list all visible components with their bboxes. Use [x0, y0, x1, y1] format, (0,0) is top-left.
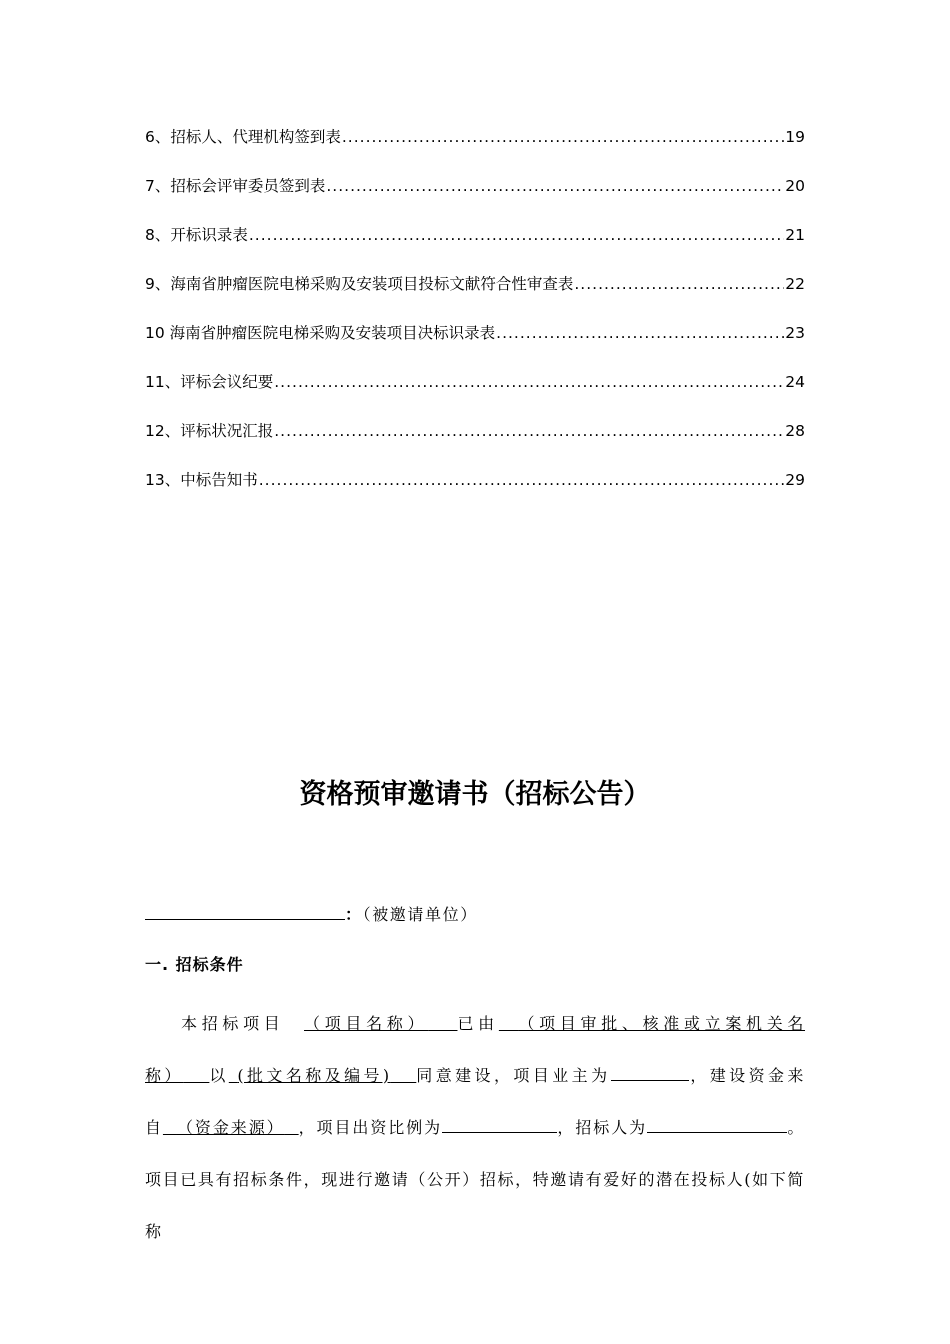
addressee-line [145, 902, 805, 925]
paragraph-text: 本招标项目 [181, 1014, 285, 1033]
toc-entry-page: 20 [785, 177, 805, 195]
toc-entry-page: 19 [785, 128, 805, 146]
toc-entry[interactable] [145, 125, 805, 174]
toc-leader-dots [274, 373, 784, 391]
toc-entry-title: 13、中标告知书 [145, 471, 258, 489]
addressee-blank [145, 905, 345, 920]
toc-entry-title: 9、海南省肿瘤医院电梯采购及安装项目投标文献符合性审查表 [145, 275, 574, 293]
toc-entry[interactable] [145, 321, 805, 370]
toc-entry[interactable] [145, 468, 805, 517]
toc-entry-title: 10 海南省肿瘤医院电梯采购及安装项目决标识录表 [145, 324, 496, 342]
toc-leader-dots [496, 324, 784, 342]
toc-entry[interactable] [145, 370, 805, 419]
toc-entry-title: 8、开标识录表 [145, 226, 248, 244]
addressee-colon: ： [345, 905, 363, 924]
fill-in-funding-source: （资金来源） [176, 1118, 285, 1137]
toc-leader-dots [574, 275, 784, 293]
toc-entry-title: 6、招标人、代理机构签到表 [145, 128, 341, 146]
toc-entry-page: 28 [785, 422, 805, 440]
toc-entry[interactable] [145, 223, 805, 272]
toc-leader-dots [249, 226, 784, 244]
toc-leader-dots [342, 128, 784, 146]
fill-in-blank [647, 1118, 787, 1133]
toc-entry-title: 11、评标会议纪要 [145, 373, 274, 391]
addressee-note: （被邀请单位） [362, 905, 478, 924]
toc-entry-page: 22 [785, 275, 805, 293]
toc-entry-page: 21 [785, 226, 805, 244]
toc-entry-page: 29 [785, 471, 805, 489]
fill-in-blank [442, 1118, 557, 1133]
paragraph-text: ，项目出资比例为 [298, 1118, 443, 1137]
toc-leader-dots [259, 471, 785, 489]
document-heading: 资格预审邀请书（招标公告） [299, 779, 651, 810]
paragraph-text: ，建设资金来自 [145, 1066, 806, 1137]
body-paragraph [145, 998, 805, 1258]
fill-in-approval-document: (批文名称及编号) [237, 1066, 391, 1085]
toc-leader-dots [326, 177, 784, 195]
toc-entry[interactable] [145, 174, 805, 223]
paragraph-text: ，招标人为 [557, 1118, 648, 1137]
toc-entry-page: 24 [785, 373, 805, 391]
fill-in-blank [611, 1066, 689, 1081]
table-of-contents [145, 125, 805, 517]
toc-entry-title: 12、评标状况汇报 [145, 422, 274, 440]
paragraph-text: 同意建设，项目业主为 [416, 1066, 611, 1085]
paragraph-text: 以 [209, 1066, 229, 1085]
paragraph-text: 已由 [457, 1014, 499, 1033]
toc-entry-page: 23 [785, 324, 805, 342]
toc-leader-dots [274, 422, 784, 440]
fill-in-project-name: （项目名称） [304, 1014, 429, 1033]
toc-entry[interactable] [145, 272, 805, 321]
paragraph-text: 。项目已具有招标条件，现进行邀请（公开）招标，特邀请有爱好的潜在投标人(如下简称 [145, 1118, 805, 1241]
section-title: 一. 招标条件 [145, 955, 244, 974]
toc-entry-title: 7、招标会评审委员签到表 [145, 177, 326, 195]
fill-in-approval-authority: （项目审批、核准或立案机关名称） [145, 1014, 806, 1085]
toc-entry[interactable] [145, 419, 805, 468]
